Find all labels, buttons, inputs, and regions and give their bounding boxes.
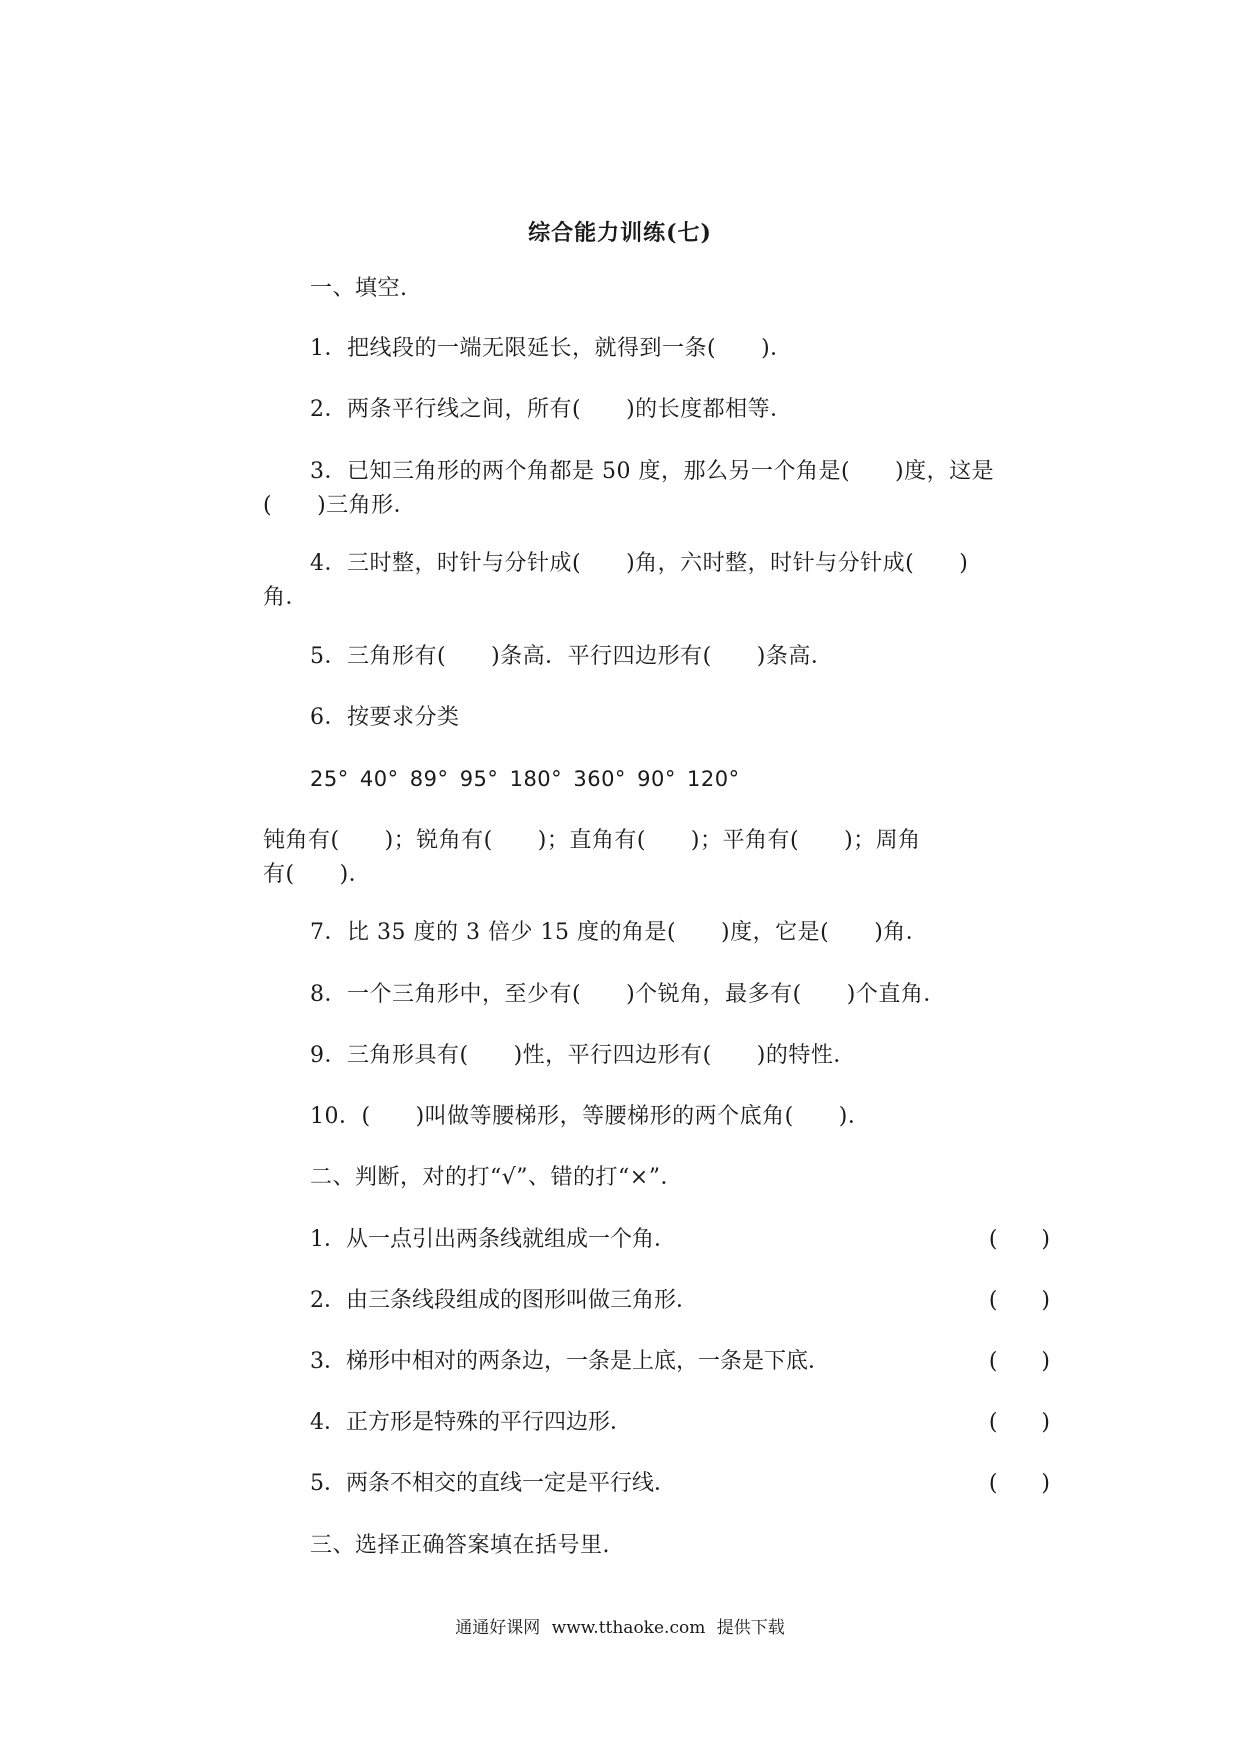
question-5: 5．三角形有( )条高．平行四边形有( )条高． <box>310 644 834 669</box>
question-6-line-1: 钝角有( )；锐角有( )；直角有( )；平角有( )；周角 <box>263 828 921 853</box>
section-3-heading: 三、选择正确答案填在括号里. <box>310 1533 610 1558</box>
answer-blank: ( ) <box>988 1349 1050 1374</box>
question-9: 9．三角形具有( )性，平行四边形有( )的特性． <box>310 1043 856 1068</box>
section-2-heading: 二、判断，对的打“√”、错的打“×”． <box>310 1165 683 1190</box>
judgment-statement: 1．从一点引出两条线就组成一个角． <box>310 1227 676 1252</box>
footer-url[interactable]: www.tthaoke.com <box>551 1618 706 1638</box>
judgment-statement: 5．两条不相交的直线一定是平行线． <box>310 1471 676 1496</box>
judgment-statement: 2．由三条线段组成的图形叫做三角形． <box>310 1288 698 1313</box>
question-6: 6．按要求分类 <box>310 705 460 730</box>
page-title: 综合能力训练(七) <box>528 220 712 246</box>
question-6-line-2: 有( )． <box>263 862 372 887</box>
question-1: 1．把线段的一端无限延长，就得到一条( )． <box>310 336 793 361</box>
judgment-statement: 3．梯形中相对的两条边，一条是上底，一条是下底． <box>310 1349 830 1374</box>
answer-blank: ( ) <box>988 1227 1050 1252</box>
question-3-line-1: 3．已知三角形的两个角都是 50 度，那么另一个角是( )度，这是 <box>310 459 995 484</box>
question-2: 2．两条平行线之间，所有( )的长度都相等． <box>310 397 793 422</box>
footer-suffix: 提供下载 <box>716 1618 785 1638</box>
page-footer <box>0 1616 1240 1640</box>
question-3-line-2: ( )三角形． <box>263 493 417 518</box>
question-4-line-2: 角． <box>263 585 309 610</box>
footer-site-name: 通通好课网 <box>455 1618 541 1638</box>
question-4-line-1: 4．三时整，时针与分针成( )角，六时整，时针与分针成( ) <box>310 551 969 576</box>
judgment-statement: 4．正方形是特殊的平行四边形． <box>310 1410 632 1435</box>
answer-blank: ( ) <box>988 1410 1050 1435</box>
question-6-angle-list: 25° 40° 89° 95° 180° 360° 90° 120° <box>310 767 740 791</box>
answer-blank: ( ) <box>988 1288 1050 1313</box>
question-8: 8．一个三角形中，至少有( )个锐角，最多有( )个直角． <box>310 982 946 1007</box>
question-10: 10．( )叫做等腰梯形，等腰梯形的两个底角( )． <box>310 1104 871 1129</box>
answer-blank: ( ) <box>988 1471 1050 1496</box>
question-7: 7．比 35 度的 3 倍少 15 度的角是( )度，它是( )角． <box>310 920 929 945</box>
section-1-heading: 一、填空. <box>310 276 408 301</box>
